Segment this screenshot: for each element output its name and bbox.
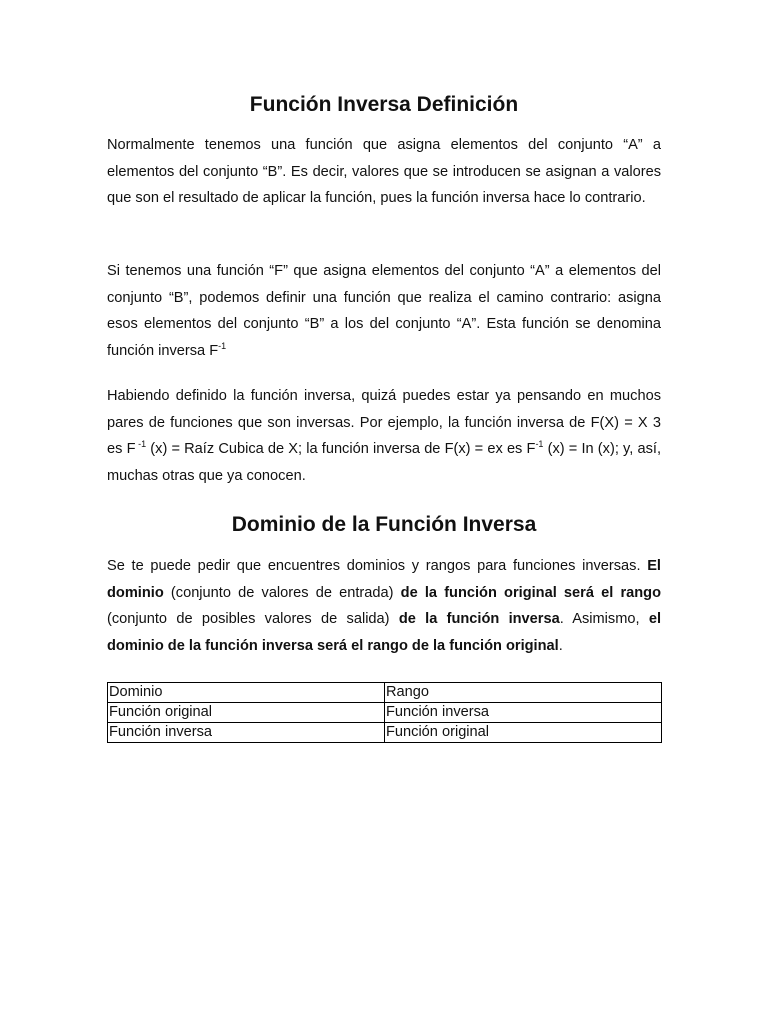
table-cell: Función original: [385, 723, 662, 743]
examples-superscript-1: -1: [135, 439, 147, 450]
domain-bold-2: de la función original será el rango: [400, 584, 661, 601]
inverse-superscript: -1: [218, 340, 227, 351]
definition-text: Si tenemos una función “F” que asigna elementos del conjunto “A” a elementos del conjunto “B”, podemos definir una función que realiza el camino contrario: asigna esos elementos del conjunto “B” a los del conjunto “A”. Esta función se denomina función inversa F: [107, 263, 661, 359]
examples-text-1: Habiendo definido la función inversa, quizá puedes estar ya pensando en muchos pares de funciones que son inversas. Por ejemplo, la función inversa de F(X) = X 3 es F: [107, 388, 661, 457]
table-header-cell: Rango: [385, 683, 662, 703]
examples-paragraph: [107, 383, 661, 489]
table-cell: Función inversa: [385, 703, 662, 723]
domain-range-table: [107, 682, 662, 743]
table-header-cell: Dominio: [108, 683, 385, 703]
section-heading: Dominio de la Función Inversa: [231, 513, 537, 536]
domain-text-4: . Asimismo,: [559, 611, 649, 627]
table-cell: Función inversa: [108, 723, 385, 743]
examples-superscript-2: -1: [535, 439, 544, 450]
domain-bold-3: de la función inversa: [398, 611, 560, 627]
domain-paragraph: [107, 553, 661, 659]
table-row: [108, 723, 662, 743]
domain-text-1: Se te puede pedir que encuentres dominios y rangos para funciones inversas.: [107, 558, 648, 574]
domain-text-2: (conjunto de valores de entrada): [163, 584, 401, 601]
domain-bold-4: el dominio de la función inversa será el rango de la función original: [107, 611, 661, 654]
domain-bold-1: El dominio: [107, 558, 661, 601]
domain-text-3: (conjunto de posibles valores de salida): [107, 611, 399, 627]
page-title: Función Inversa Definición: [249, 93, 519, 116]
table-cell: Función original: [108, 703, 385, 723]
domain-text-5: .: [558, 637, 563, 654]
examples-text-3: (x) = In (x); y, así, muchas otras que ya conocen.: [107, 441, 661, 484]
table-row: [108, 703, 662, 723]
intro-paragraph: Normalmente tenemos una función que asigna elementos del conjunto “A” a elementos del conjunto “B”. Es decir, valores que se introducen se asignan a valores que son el resultado de aplicar la función, pues la función inversa hace lo contrario.: [107, 137, 661, 206]
examples-text-2: (x) = Raíz Cubica de X; la función inversa de F(x) = ex es F: [146, 441, 536, 457]
table-header-row: [108, 683, 662, 703]
definition-paragraph: [107, 258, 661, 364]
